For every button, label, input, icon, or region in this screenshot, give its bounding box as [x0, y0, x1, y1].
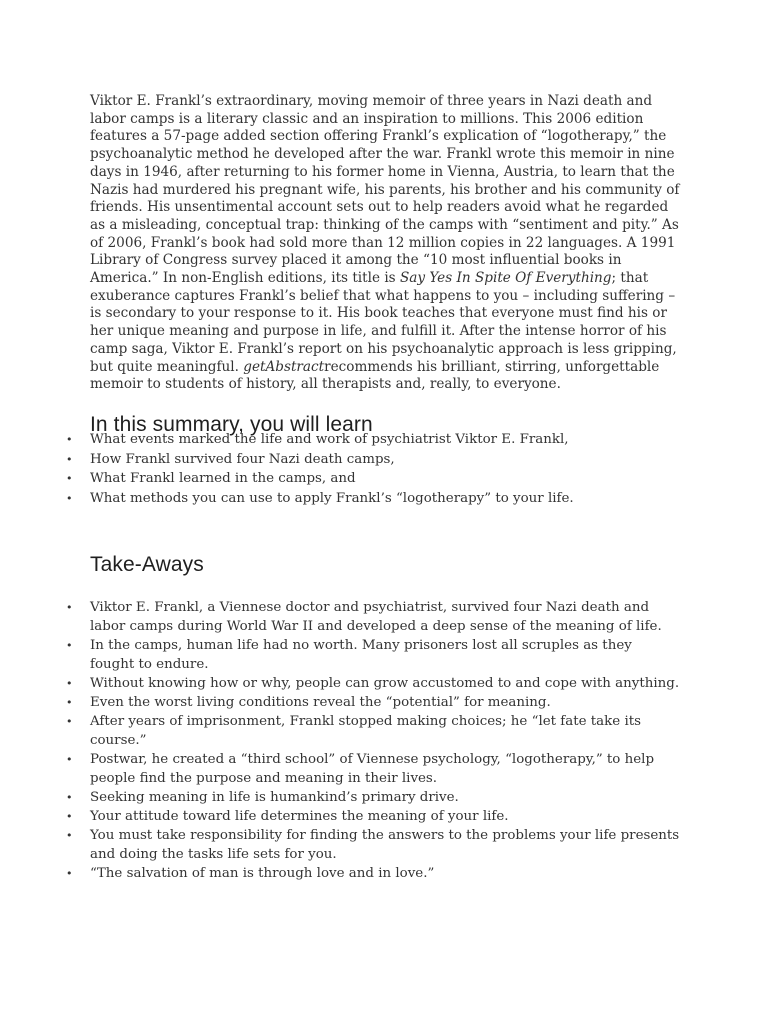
list-item-text: Postwar, he created a “third school” of Viennese psychology, “logotherapy,” to help people find the purpose and meaning in their lives.	[90, 752, 655, 786]
list-item	[66, 750, 680, 788]
bullet-icon: •	[66, 829, 73, 842]
bullet-icon: •	[66, 639, 73, 652]
brand-name-italic: getAbstract	[243, 358, 325, 375]
learn-list	[66, 430, 680, 508]
list-item-text: How Frankl survived four Nazi death camps,	[90, 451, 395, 467]
list-item	[66, 674, 680, 693]
intro-text-part-2: ; that exuberance captures Frankl’s belief that what happens to you – including suffering – is secondary to your response to it. His book teaches that everyone must find his or her unique meaning and purpose in life, and fulfill it. After the intense horror of his camp saga, Viktor E. Frankl’s report on his psychoanalytic approach is less gripping, but quite meaningful.	[90, 270, 677, 375]
bullet-icon: •	[66, 601, 73, 614]
list-item-text: In the camps, human life had no worth. Many prisoners lost all scruples as they fought to endure.	[90, 638, 632, 672]
bullet-icon: •	[66, 696, 73, 709]
bullet-icon: •	[66, 677, 73, 690]
bullet-icon: •	[66, 810, 73, 823]
bullet-icon: •	[66, 753, 73, 766]
bullet-icon: •	[66, 791, 73, 804]
bullet-icon: •	[66, 452, 73, 466]
list-item	[66, 489, 680, 509]
list-item	[66, 788, 680, 807]
list-item	[66, 430, 680, 450]
list-item-text: Viktor E. Frankl, a Viennese doctor and psychiatrist, survived four Nazi death and labor camps during World War II and developed a deep sense of the meaning of life.	[90, 600, 662, 634]
book-title-italic: Say Yes In Spite Of Everything	[399, 270, 612, 287]
takeaways-list	[66, 598, 680, 883]
list-item-text: Your attitude toward life determines the meaning of your life.	[90, 809, 509, 824]
bullet-icon: •	[66, 472, 73, 485]
list-item	[66, 693, 680, 712]
list-item	[66, 636, 680, 674]
bullet-icon: •	[66, 491, 73, 505]
list-item-text: What events marked the life and work of psychiatrist Viktor E. Frankl,	[90, 432, 569, 447]
intro-text-part-1: Viktor E. Frankl’s extraordinary, moving memoir of three years in Nazi death and labor camps is a literary classic and an inspiration to millions. This 2006 edition features a 57-page added section offering Frankl’s explication of “logotherapy,” the psychoanalytic method he developed after the war. Frankl wrote this memoir in nine days in 1946, after returning to his former home in Vienna, Austria, to learn that the Nazis had murdered his pregnant wife, his parents, his brother and his community of friends. His unsentimental account sets out to help readers avoid what he regarded as a misleading, conceptual trap: thinking of the camps with “sentiment and pity.” As of 2006, Frankl’s book had sold more than 12 million copies in 22 languages. A 1991 Library of Congress survey placed it among the “10 most influential books in America.” In non-English editions, its title is	[90, 93, 680, 287]
bullet-icon: •	[66, 715, 73, 728]
intro-text-part-3: recommends his brilliant, stirring, unforgettable memoir to students of history, all therapists and, really, to everyone.	[90, 358, 660, 393]
takeaways-heading: Take-Aways	[90, 553, 204, 576]
list-item-text: “The salvation of man is through love and in love.”	[90, 866, 435, 881]
list-item-text: Without knowing how or why, people can grow accustomed to and cope with anything.	[90, 676, 680, 691]
learn-heading: In this summary, you will learn	[90, 413, 373, 436]
list-item	[66, 807, 680, 826]
list-item-text: You must take responsibility for finding the answers to the problems your life presents and doing the tasks life sets for you.	[90, 828, 680, 862]
list-item-text: After years of imprisonment, Frankl stopped making choices; he “let fate take its course.”	[90, 714, 641, 748]
list-item	[66, 469, 680, 489]
list-item-text: Even the worst living conditions reveal the “potential” for meaning.	[90, 695, 551, 710]
bullet-icon: •	[66, 433, 73, 446]
list-item-text: Seeking meaning in life is humankind’s primary drive.	[90, 790, 459, 805]
list-item	[66, 864, 680, 883]
list-item-text: What Frankl learned in the camps, and	[90, 471, 356, 486]
list-item-text: What methods you can use to apply Frankl’s “logotherapy” to your life.	[90, 490, 574, 506]
list-item	[66, 826, 680, 864]
bullet-icon: •	[66, 867, 73, 880]
intro-paragraph	[90, 93, 680, 394]
list-item	[66, 598, 680, 636]
list-item	[66, 450, 680, 470]
list-item	[66, 712, 680, 750]
